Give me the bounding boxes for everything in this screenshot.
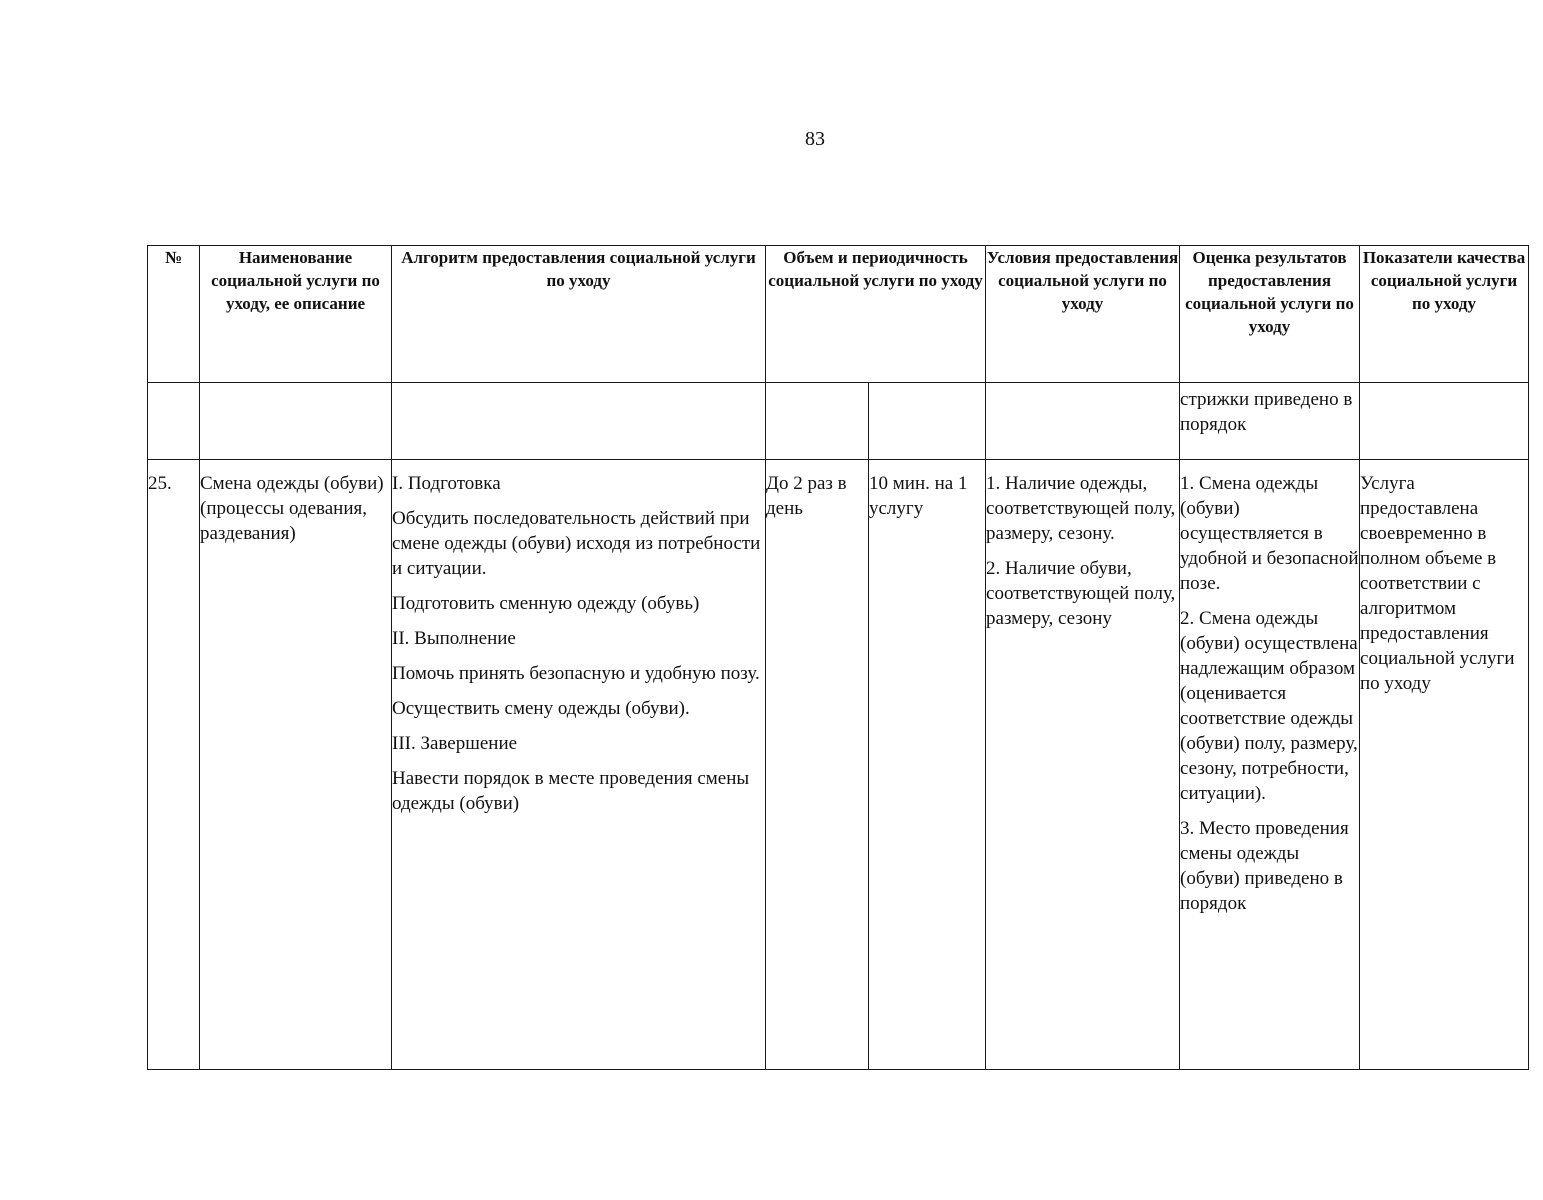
- continuation-row: [148, 383, 1529, 460]
- algorithm-step: Помочь принять безопасную и удобную позу.: [392, 663, 760, 684]
- header-indicators: Показатели качества социальной услуги по уходу: [1360, 246, 1529, 383]
- cont-cell-name: [200, 383, 392, 460]
- condition-item: 1. Наличие одежды, соответствующей полу, размеру, сезону.: [986, 473, 1176, 544]
- algorithm-step: Подготовить сменную одежду (обувь): [392, 593, 700, 614]
- cont-cell-algorithm: [392, 383, 766, 460]
- cont-cell-evaluation: стрижки приведено в порядок: [1180, 383, 1360, 460]
- row-duration: 10 мин. на 1 услугу: [869, 460, 986, 1070]
- cont-cell-conditions: [986, 383, 1180, 460]
- table-row: [148, 460, 1529, 1070]
- header-name: Наименование социальной услуги по уходу, ее описание: [200, 246, 392, 383]
- row-service-name: Смена одежды (обуви) (процессы одевания, раздевания): [200, 460, 392, 1070]
- cont-cell-num: [148, 383, 200, 460]
- algorithm-step: Навести порядок в месте проведения смены одежды (обуви): [392, 768, 750, 814]
- table-header-row: [148, 246, 1529, 383]
- cont-cell-duration: [869, 383, 986, 460]
- algorithm-step: Обсудить последовательность действий при смене одежды (обуви) исходя из потребности и ситуации.: [392, 508, 761, 579]
- page-number: 83: [805, 128, 825, 150]
- evaluation-item: 2. Смена одежды (обуви) осуществлена надлежащим образом (оценивается соответствие одежды (обуви) полу, размеру, сезону, потребности, ситуации).: [1180, 608, 1358, 804]
- header-volume: Объем и периодичность социальной услуги по уходу: [766, 246, 986, 383]
- row-frequency: До 2 раз в день: [766, 460, 869, 1070]
- algorithm-step: III. Завершение: [392, 733, 518, 754]
- header-algorithm: Алгоритм предоставления социальной услуги по уходу: [392, 246, 766, 383]
- row-indicators: Услуга предоставлена своевременно в полном объеме в соответствии с алгоритмом предоставления социальной услуги по уходу: [1360, 460, 1529, 1070]
- header-evaluation: Оценка результатов предоставления социальной услуги по уходу: [1180, 246, 1360, 383]
- services-table: [147, 245, 1529, 1070]
- row-num: 25.: [148, 460, 200, 1070]
- algorithm-step: II. Выполнение: [392, 628, 516, 649]
- header-conditions: Условия предоставления социальной услуги по уходу: [986, 246, 1180, 383]
- header-num: №: [148, 246, 200, 383]
- row-algorithm: [392, 460, 766, 1070]
- condition-item: 2. Наличие обуви, соответствующей полу, размеру, сезону: [986, 558, 1176, 629]
- evaluation-item: 1. Смена одежды (обуви) осуществляется в удобной и безопасной позе.: [1180, 473, 1359, 594]
- row-evaluation: [1180, 460, 1360, 1070]
- row-conditions: [986, 460, 1180, 1070]
- evaluation-item: 3. Место проведения смены одежды (обуви) приведено в порядок: [1180, 818, 1349, 914]
- algorithm-step: I. Подготовка: [392, 473, 501, 494]
- cont-cell-frequency: [766, 383, 869, 460]
- algorithm-step: Осуществить смену одежды (обуви).: [392, 698, 690, 719]
- cont-cell-indicators: [1360, 383, 1529, 460]
